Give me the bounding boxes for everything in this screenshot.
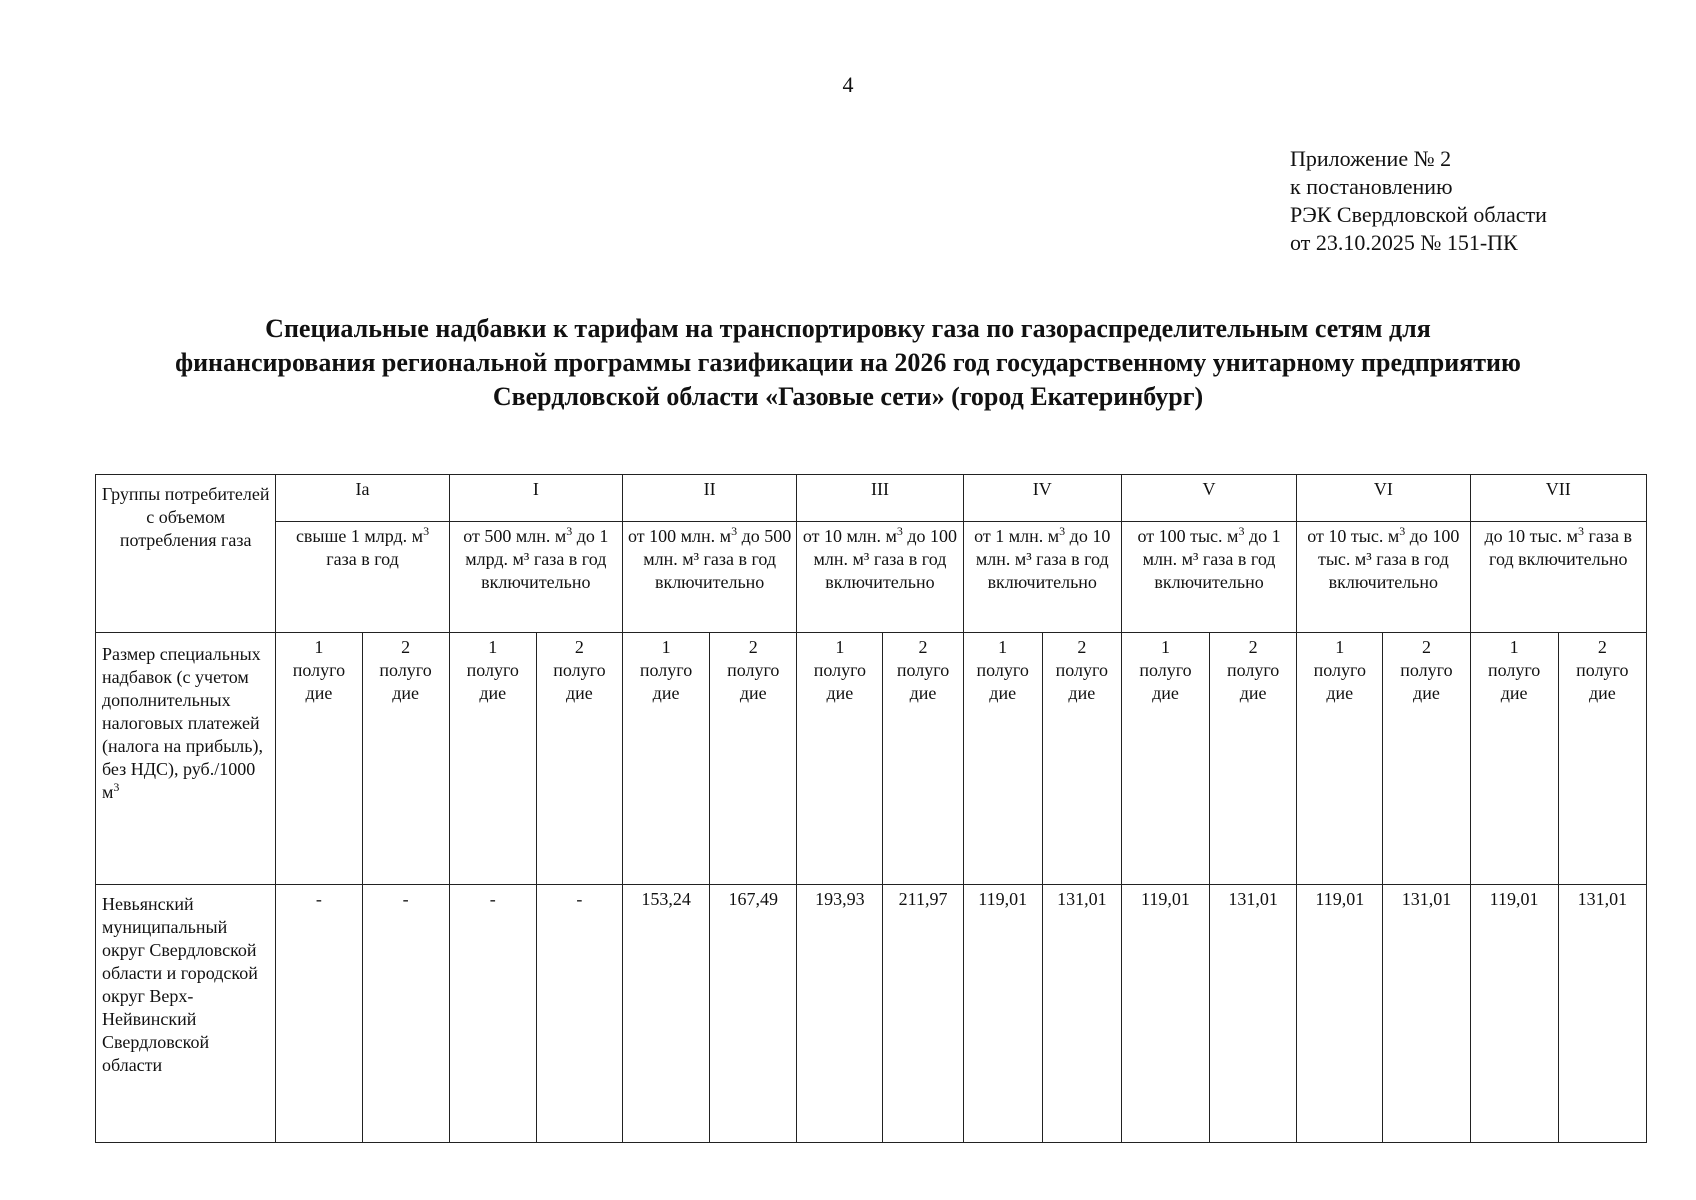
document-title: [60, 312, 1636, 414]
half-year-2: 2 полуго дие: [1042, 633, 1121, 885]
volume-range: от 10 млн. $м^3$ до 100 млн. м³ газа в год включительно: [797, 522, 963, 633]
page-number: 4: [842, 72, 854, 97]
title-line-3: Свердловской области «Газовые сети» (город Екатеринбург): [492, 382, 1204, 411]
half-year-1: 1 полуго дие: [1470, 633, 1558, 885]
surcharge-value: 119,01: [1297, 885, 1383, 1143]
title-line-2: финансирования региональной программы газификации на 2026 год государственному унитарному предприятию: [175, 348, 1521, 377]
surcharge-value: -: [276, 885, 362, 1143]
volume-range: до 10 тыс. $м^3$ газа в год включительно: [1470, 522, 1646, 633]
volume-range-row: [96, 522, 1647, 633]
surcharge-value: 119,01: [963, 885, 1042, 1143]
volume-range: от 100 млн. $м^3$ до 500 млн. м³ газа в год включительно: [622, 522, 796, 633]
appendix-block: [1290, 145, 1547, 257]
group-code: II: [622, 475, 796, 522]
half-year-2: 2 полуго дие: [710, 633, 797, 885]
half-year-2: 2 полуго дие: [362, 633, 449, 885]
table-row: [96, 885, 1647, 1143]
surcharge-value: 153,24: [622, 885, 709, 1143]
title-line-1: Специальные надбавки к тарифам на транспортировку газа по газораспределительным сетям для: [265, 314, 1431, 343]
group-code: I: [449, 475, 622, 522]
half-year-2: 2 полуго дие: [1383, 633, 1470, 885]
volume-range: свыше 1 млрд. $м^3$ газа в год: [276, 522, 449, 633]
surcharge-value: 193,93: [797, 885, 883, 1143]
half-year-row: [96, 633, 1647, 885]
group-code: IV: [963, 475, 1121, 522]
appendix-line-2: к постановлению: [1290, 174, 1453, 199]
group-code: III: [797, 475, 963, 522]
consumer-groups-header: Группы потребителей с объемом потребления газа: [96, 475, 276, 633]
appendix-line-3: РЭК Свердловской области: [1290, 202, 1547, 227]
half-year-1: 1 полуго дие: [622, 633, 709, 885]
surcharge-value: 119,01: [1121, 885, 1209, 1143]
group-code: VII: [1470, 475, 1646, 522]
half-year-2: 2 полуго дие: [883, 633, 963, 885]
half-year-2: 2 полуго дие: [1210, 633, 1297, 885]
appendix-line-1: Приложение № 2: [1290, 146, 1452, 171]
tariff-table: [95, 474, 1647, 1143]
group-code: Ia: [276, 475, 449, 522]
surcharge-value: 119,01: [1470, 885, 1558, 1143]
surcharge-value: -: [449, 885, 536, 1143]
volume-range: от 10 тыс. $м^3$ до 100 тыс. м³ газа в год включительно: [1297, 522, 1470, 633]
half-year-1: 1 полуго дие: [276, 633, 362, 885]
surcharge-size-label: Размер специальных надбавок (с учетом дополнительных налоговых платежей (налога на прибыль), без НДС), руб./1000 $м^3$: [96, 633, 276, 885]
volume-range: от 1 млн. $м^3$ до 10 млн. м³ газа в год включительно: [963, 522, 1121, 633]
volume-range: от 100 тыс. $м^3$ до 1 млн. м³ газа в год включительно: [1121, 522, 1296, 633]
surcharge-value: 167,49: [710, 885, 797, 1143]
surcharge-value: 131,01: [1210, 885, 1297, 1143]
surcharge-value: 131,01: [1558, 885, 1646, 1143]
appendix-line-4: от 23.10.2025 № 151-ПК: [1290, 230, 1518, 255]
surcharge-value: 131,01: [1383, 885, 1470, 1143]
surcharge-value: 131,01: [1042, 885, 1121, 1143]
half-year-1: 1 полуго дие: [449, 633, 536, 885]
group-code: VI: [1297, 475, 1470, 522]
group-code-row: [96, 475, 1647, 522]
half-year-1: 1 полуго дие: [1121, 633, 1209, 885]
surcharge-value: -: [536, 885, 622, 1143]
group-code: V: [1121, 475, 1296, 522]
surcharge-value: -: [362, 885, 449, 1143]
half-year-2: 2 полуго дие: [536, 633, 622, 885]
half-year-2: 2 полуго дие: [1558, 633, 1646, 885]
volume-range: от 500 млн. $м^3$ до 1 млрд. м³ газа в год включительно: [449, 522, 622, 633]
surcharge-value: 211,97: [883, 885, 963, 1143]
region-label: Невьянский муниципальный округ Свердловской области и городской округ Верх-Нейвинский Свердловской области: [96, 885, 276, 1143]
half-year-1: 1 полуго дие: [797, 633, 883, 885]
half-year-1: 1 полуго дие: [1297, 633, 1383, 885]
half-year-1: 1 полуго дие: [963, 633, 1042, 885]
